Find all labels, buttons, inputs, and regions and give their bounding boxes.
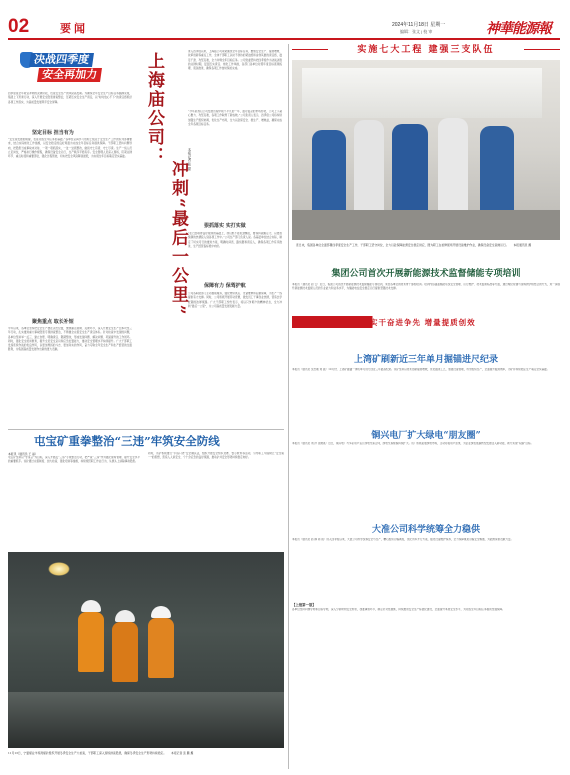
tunbao-body-2: 同时，该矿积极推行“手指口述”安全确认法，组织开展安全知识竞赛、警示教育等活动，引导职工牢固树立“安全第一”的思想，营造人人讲安全、个个会应急的良好氛围，推动矿井安全形势持续稳定向好。	[148, 452, 284, 460]
photo-machinery	[8, 692, 284, 748]
vertical-title-line-1: 上海庙公司：	[144, 52, 164, 166]
photo-worker-b	[354, 120, 384, 220]
paper-logo: 神華能源報	[486, 21, 551, 37]
photo1-caption: 连日来，集团各单位全面部署四季度安全生产工作，干部职工坚守岗位，全力以赴保障能源安全稳定供应，图为职工在检修现场开展设备维护作业，确保设备安全高效运行。	[296, 243, 509, 247]
storage-training-headline: 集团公司首次开展新能源技术监督储能专项培训	[331, 269, 521, 279]
vertical-title-line-2: 冲刺“最后一公里”	[168, 160, 188, 317]
tunbao-body-1: 屯宝矿坚持以“零违章”为目标，深入开展反“三违”专项整治行动，把严查“三违”作为强化现场管理、提升安全水平的重要抓手。该矿通过完善制度、加大检查、强化培训等措施，持续规范职工作业行为，从源头上消除事故隐患。	[8, 456, 140, 464]
photo-helmet-3	[151, 606, 171, 618]
feature-body-4: 公司各职能部门主动靠前服务，强化物资供应、设备维修和后勤保障，为生产一线提供有力支撑。同时，公司积极开展劳动竞赛，激发员工干事创业热情，营造比学赶超的浓厚氛围。广大干部职工纷纷表示，将以只争朝夕的精神状态，全力冲刺“最后一公里”，为公司高质量发展贡献力量。	[188, 292, 282, 308]
photo-worker-2	[112, 622, 138, 682]
effort-banner-text: 实干奋进争先 增量提质创效	[370, 318, 476, 327]
continued-label: 【上接第一版】	[292, 603, 316, 607]
page-number: 02	[8, 16, 30, 37]
photo1-credit: 本报通讯员 摄	[513, 243, 532, 247]
issue-date: 2024年11月18日 星期一	[392, 22, 446, 28]
photo-helmet-1	[81, 600, 101, 612]
banner-line-right	[524, 49, 560, 50]
page-editor: 编辑：张文 | 校 审	[400, 29, 433, 34]
feature-subhead-1: 狠抓落实 实打实做	[204, 223, 246, 229]
badge-line-1: 决战四季度	[29, 53, 94, 67]
badge-line-2: 安全再加力	[37, 68, 102, 82]
photo-worker-a	[312, 130, 346, 220]
photo-worker-3	[148, 618, 174, 678]
campaign-banner	[292, 42, 560, 56]
left-article-subhead-1: 坚定目标 担当有为	[32, 130, 74, 136]
storage-training-body: 本报讯（通讯员 赵 云）近日，集团公司首次开展新能源技术监督储能专项培训，来自各单位的技术骨干参加培训。培训内容涵盖储能系统安全管理、运行维护、技术监督标准等方面，通过理论授课与现场教学相结合的方式，进一步提升新能源技术监督人员的专业能力和业务水平，为储能电站安全稳定运行提供坚强技术支撑。	[292, 283, 560, 291]
control-room-photo	[292, 60, 560, 240]
tongxing-headline: 铜兴电厂扩大绿电“朋友圈”	[371, 431, 481, 441]
column-divider	[288, 44, 289, 769]
vertical-byline: 本报记者 张 甜	[187, 148, 191, 171]
feature-body-3: “在已经取得良好成绩的基础上，我们绝不能松劲懈怠，要保持战略定力，以更加饱满的热情投入到各项工作中。”公司生产部门负责人说。各基层单位结合实际，制定了切实可行的推进方案，明确时间表、路线图和责任人，确保各项工作有序推进，生产经营指标稳中向好。	[188, 232, 282, 248]
continued-body: 各单位坚持问题导向和目标导向，深入分析研判安全形势，找准薄弱环节，制定针对性措施，持续推进安全生产标准化建设，全面提升本质安全水平，为完成全年目标任务提供坚强保障。	[292, 608, 505, 611]
footer-note: 11月13日，宁夏煤业羊场湾煤矿组织开展冬季安全生产大检查，干部职工深入现场排查隐患，确保冬季安全生产形势持续稳定。	[8, 751, 167, 755]
safety-inspection-photo	[8, 552, 284, 748]
banner-text: 实施七大工程 建强三支队伍	[357, 45, 495, 55]
photo-lamp	[48, 562, 70, 576]
shangwan-headline: 上湾矿刷新近三年单月掘锚进尺纪录	[353, 355, 498, 365]
section-title: 要闻	[60, 22, 88, 35]
effort-banner	[292, 316, 560, 330]
photo-worker-d	[438, 118, 468, 220]
control-room-caption	[296, 243, 558, 261]
shangwan-body: 本报讯（通讯员 吴志刚 刘 振）10月份，上湾矿掘锚一体机单月进尺创近三年最高纪录。该矿坚持以技术创新提质增效，优化掘进工艺，加强设备管理，科学组织生产，全面提升掘进效率，为矿井持续稳定生产奠定坚实基础。	[292, 368, 550, 371]
dazhun-body: 本报讯（通讯员 赵 静 郭 锐）进入四季度以来，大准公司科学统筹安全与生产，精心组织运输调度，优化列车开行方案，强化设备维护保养，全力保障煤炭运输安全畅通，为能源保供贡献力量。	[292, 538, 514, 541]
photo-worker-e	[480, 126, 514, 220]
feature-subhead-2: 保障有力 保驾护航	[204, 283, 246, 289]
bottom-photo-caption	[8, 751, 284, 769]
left-article-body-2: “安全是发展的前提，也是完成全年任务的基础。”各单位认真学习贯彻上级关于安全生产工作的系列部署要求，结合实际细化工作措施，以安全稳定的良好局面为完成全年目标任务提供保障。干部职工坚持问题导向，把隐患当成事故来对待，一项一项抓落实，一处一处抓整改，做到守土有责、守土尽责。生产一线人员立足岗位，严格执行操作规程，确保设备安全运行，生产秩序平稳有序。安全管理人员深入现场，盯紧关键环节、重点时段和重要部位，强化过程管控，切实把安全风险降到最低，为实现全年目标奠定坚实基础。	[8, 138, 132, 159]
footer-credit: 本报记者 张 鹏 摄	[171, 751, 194, 755]
left-article-body-1: 四季度是全年收官冲刺的关键阶段，也是安全生产的风险高发期。为确保全年安全生产目标任务圆满完成，集团上下迅速行动，深入开展安全隐患排查整治，压紧压实安全生产责任，以“时时放心不下”的责任感抓好各项工作落实，为高质量发展筑牢安全屏障。	[8, 92, 132, 104]
photo-window	[302, 68, 542, 118]
tunbao-byline: 本报讯（通讯员 王 丽）	[8, 452, 38, 456]
photo-worker-c	[392, 124, 428, 220]
tongxing-body: 本报讯（通讯员 刘 洋 张晓燕）近日，铜兴电厂与多家用户签订绿电交易合同，绿电交易规模持续扩大。该厂积极拓展绿电市场，主动对接用户需求，为企业绿色低碳转型发展注入新动能，助力实现“双碳”目标。	[292, 442, 534, 445]
photo-helmet-2	[115, 610, 135, 622]
campaign-badge	[20, 52, 112, 84]
photo-worker-1	[78, 612, 104, 672]
photo-equipment	[292, 210, 560, 240]
tunbao-headline: 屯宝矿重拳整治“三违”牢筑安全防线	[34, 434, 220, 448]
dazhun-headline: 大准公司科学统筹全力稳供	[371, 525, 480, 535]
masthead-rule	[8, 38, 560, 40]
left-section-divider	[8, 429, 284, 430]
left-article-subhead-2: 聚焦重点 取长补短	[32, 319, 74, 325]
feature-body-1: 进入四季度以来，上海庙公司紧紧围绕全年目标任务，聚焦安全生产、提质增效、改革创新等重点工作，全体干部职工以时不我待的紧迫感和舍我其谁的责任感，鼓足干劲、攻坚克难，全力冲刺全年目标任务。公司党委坚持把四季度作为决战决胜的关键时期，层层压实责任、细化工作举措，各部门各单位对照年度目标逐项梳理、逐条推进，确保各项工作按时保质完成。	[188, 50, 282, 71]
left-article-body-3: 今年以来，各单位坚持把安全生产摆在突出位置，聚焦重点领域、关键环节，深入开展安全生产治本攻坚三年行动，扎实推进重大事故隐患专项排查整治，不断健全完善安全生产责任体系。针对检查中发现的问题，各单位坚持举一反三、建立台账、明确责任、限期整改，形成发现问题、解决问题、巩固提升的工作闭环。同时，强化安全培训教育，提升全员安全意识和应急处置能力，推动安全管理水平持续提升。广大干部职工发扬连续作战的优良作风，以更加昂扬的斗志、更加务实的作风，奋力夺取全年安全生产和生产经营的全面胜利，为集团高质量发展作出新的更大贡献。	[8, 327, 132, 352]
feature-body-2: “今年是我们公司发展历程中极不平凡的一年，面对复杂的市场形势，公司上下凝心聚力、攻坚克难，各项工作取得了新成效。”公司负责人表示，四季度公司将持续加强生产组织协调，优化生产布局，全力以赴保安全、稳生产、增效益，确保完成全年各项目标任务。	[188, 110, 282, 126]
